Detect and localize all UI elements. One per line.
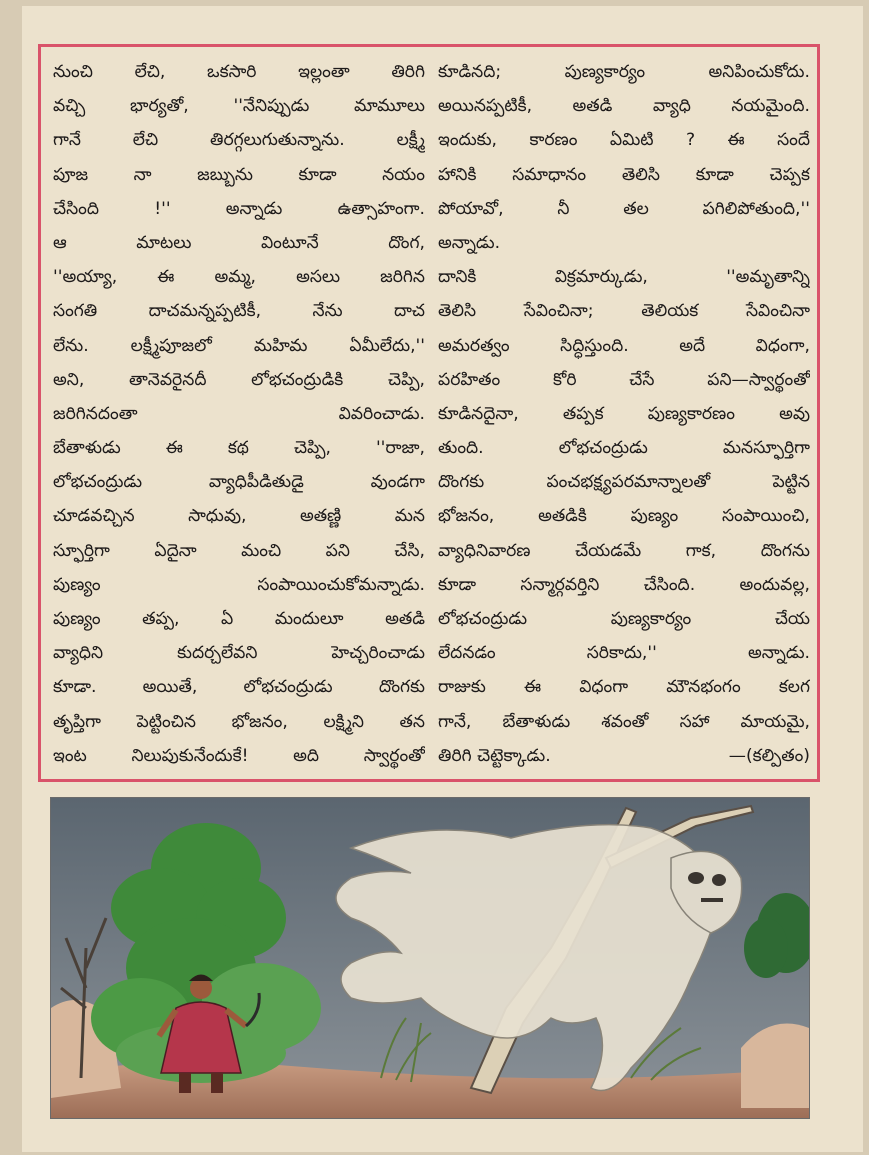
text-line xyxy=(438,363,810,397)
word: తప్పక xyxy=(562,403,604,424)
word: మామూలు xyxy=(354,96,425,117)
word: పుణ్యకార్యం xyxy=(564,62,646,82)
word: తెలిసి xyxy=(621,164,660,185)
word: చూడవచ్చిన xyxy=(53,506,135,527)
word: విక్రమార్కుడు, xyxy=(554,267,648,288)
word: లక్ష్మీ xyxy=(396,130,425,151)
text-line xyxy=(438,192,810,226)
word: తానెవరైనదీ xyxy=(128,369,207,390)
word: వ్యాధినివారణ xyxy=(438,540,531,561)
word: ఈ xyxy=(157,267,175,288)
word: !'' xyxy=(154,198,171,219)
word: బేతాళుడు xyxy=(53,438,121,459)
word: దొంగకు xyxy=(438,472,485,493)
word: వచ్చి xyxy=(53,96,86,117)
word: జరిగిన xyxy=(380,267,425,288)
word: అసలు xyxy=(296,267,341,288)
text-line xyxy=(438,226,810,260)
word: చెప్పి, xyxy=(388,369,425,390)
word: పెట్టిన xyxy=(772,472,810,493)
text-line xyxy=(53,294,425,328)
word: సంగతి xyxy=(53,301,98,322)
word: అందువల్ల, xyxy=(739,574,810,595)
word: నుంచి xyxy=(53,62,93,82)
word: భోజనం, xyxy=(438,506,495,527)
text-line xyxy=(53,705,425,739)
word: నిలుపుకునేందుకే! xyxy=(131,745,249,766)
word: అనిపించుకోదు. xyxy=(708,62,810,82)
word: రాజుకు xyxy=(438,677,486,698)
word: గాక, xyxy=(685,540,717,561)
word: గానే, xyxy=(438,711,472,732)
text-line xyxy=(438,739,810,773)
word: తృప్తిగా xyxy=(53,711,101,732)
word: లక్ష్మిని xyxy=(323,711,364,732)
text-line xyxy=(438,636,810,670)
word: మాయమై, xyxy=(740,711,810,732)
word: విధంగా xyxy=(579,677,629,698)
word: అది xyxy=(293,745,320,766)
word: అతడికి xyxy=(538,506,587,527)
word: పుణ్యం xyxy=(630,506,679,527)
word: స్ఫూర్తిగా xyxy=(53,540,110,561)
text-line xyxy=(53,158,425,192)
word: దాచ xyxy=(394,301,425,322)
word: తుంది. xyxy=(438,438,484,459)
word: ఒకసారి xyxy=(207,62,257,82)
word: లేచి, xyxy=(134,62,166,82)
text-line xyxy=(53,636,425,670)
word: అదే xyxy=(679,335,706,356)
word: వింటూనే xyxy=(260,232,319,253)
text-line xyxy=(438,431,810,465)
story-text-box xyxy=(38,44,820,782)
word: అన్నాడు. xyxy=(438,232,501,253)
word: కూడా xyxy=(298,164,337,185)
word: తెలియక xyxy=(641,301,699,322)
word: సందే xyxy=(777,130,810,151)
text-line xyxy=(438,294,810,328)
word: మాటలు xyxy=(136,232,192,253)
text-line xyxy=(438,705,810,739)
word: కూడా xyxy=(695,164,734,185)
text-line xyxy=(438,260,810,294)
word: చేసి, xyxy=(394,540,425,561)
word: అన్నాడు xyxy=(225,198,283,219)
word: తెలిసి xyxy=(438,301,477,322)
word: పరహితం xyxy=(438,369,501,390)
word: పోయావో, xyxy=(438,198,504,219)
word: దాచమన్నప్పటికీ, xyxy=(148,301,262,322)
word: కథ xyxy=(227,438,249,459)
word: కుదర్చలేవని xyxy=(177,643,258,664)
word: కోరి xyxy=(553,369,577,390)
word: ''అయ్యా, xyxy=(53,267,118,288)
word: తిరిగి xyxy=(391,62,425,82)
word: ఏ xyxy=(221,609,234,629)
text-line xyxy=(53,192,425,226)
word: శవంతో xyxy=(601,711,649,732)
word: దొంగకు xyxy=(378,677,425,698)
word: చెప్పి, xyxy=(293,438,331,459)
word: వుండగా xyxy=(370,472,425,493)
word: ఈ xyxy=(165,438,183,459)
text-line xyxy=(53,123,425,157)
word: ఏమీలేదు,'' xyxy=(349,335,425,356)
word: ఆ xyxy=(53,232,67,253)
word: నా xyxy=(133,164,152,185)
word: భోజనం, xyxy=(231,711,288,732)
word: ఇంట xyxy=(53,745,87,766)
word: మంచి xyxy=(241,540,282,561)
text-line xyxy=(53,260,425,294)
word: అతడి xyxy=(572,96,613,117)
text-line xyxy=(438,123,810,157)
word: ఉత్సాహంగా. xyxy=(337,198,425,219)
word: లేను. xyxy=(53,335,89,356)
word: కూడినదైనా, xyxy=(438,403,519,424)
word: సేవించినా; xyxy=(523,301,594,322)
word: అమ్మ, xyxy=(214,267,256,288)
text-line xyxy=(438,329,810,363)
word: అని, xyxy=(53,369,85,390)
text-line xyxy=(53,534,425,568)
word: లోభచంద్రుడు xyxy=(438,609,528,629)
story-source-label: —(కల్పితం) xyxy=(728,745,810,766)
word: సన్మార్గవర్తిని xyxy=(520,574,600,595)
word: వ్యాధిపీడితుడై xyxy=(208,472,304,493)
word: భార్యతో, xyxy=(130,96,189,117)
word: పని—స్వార్థంతో xyxy=(707,369,810,390)
word: దానికి xyxy=(438,267,477,288)
word: ఈ xyxy=(523,677,542,698)
word: సంపాయించుకోమన్నాడు. xyxy=(257,574,425,595)
text-line xyxy=(438,602,810,636)
text-line xyxy=(438,499,810,533)
word: కూడా xyxy=(438,574,476,595)
text-line xyxy=(53,499,425,533)
word: కూడా. xyxy=(53,677,97,698)
text-line xyxy=(53,55,425,89)
text-line xyxy=(438,158,810,192)
word: మౌనభంగం xyxy=(666,677,741,698)
word: పెట్టించిన xyxy=(136,711,196,732)
word: ఇందుకు, xyxy=(438,130,498,151)
text-line xyxy=(53,739,425,773)
word: తల xyxy=(623,198,649,219)
word: చేసింది xyxy=(53,198,99,219)
word: లేచి xyxy=(132,130,159,151)
word: మహిమ xyxy=(253,335,308,356)
word: అతడి xyxy=(385,609,425,629)
word: కూడినది; xyxy=(438,62,502,82)
word: లోభచంద్రుడు xyxy=(53,472,143,493)
word: అమరత్వం xyxy=(438,335,510,356)
word: సంపాయించి, xyxy=(722,506,810,527)
word: చెప్పక xyxy=(769,164,810,185)
text-line xyxy=(438,568,810,602)
word: ఏదైనా xyxy=(154,540,197,561)
word: స్వార్థంతో xyxy=(363,745,425,766)
word: విధంగా, xyxy=(755,335,810,356)
word: సేవించినా xyxy=(745,301,810,322)
text-line xyxy=(53,602,425,636)
word: సమాధానం xyxy=(512,164,587,185)
word: ఏమిటి xyxy=(609,130,654,151)
word: పుణ్యం xyxy=(53,574,101,595)
word: బేతాళుడు xyxy=(502,711,571,732)
closing-text: తిరిగి చెట్టెక్కాడు. xyxy=(438,745,551,766)
word: చేయడమే xyxy=(575,540,642,561)
text-line xyxy=(438,534,810,568)
word: అన్నాడు. xyxy=(747,643,810,664)
word: కారణం xyxy=(529,130,578,151)
text-line xyxy=(438,465,810,499)
word: మనస్ఫూర్తిగా xyxy=(722,438,810,459)
word: నేను xyxy=(312,301,343,322)
text-line xyxy=(438,670,810,704)
text-line xyxy=(53,89,425,123)
word: తన xyxy=(399,711,425,732)
word: ఈ xyxy=(727,130,745,151)
word: సిద్ధిస్తుంది. xyxy=(560,335,629,356)
word: హెచ్చరించాడు xyxy=(331,643,425,664)
word: ''రాజా, xyxy=(375,438,425,459)
word: నయం xyxy=(382,164,425,185)
text-line xyxy=(53,397,425,431)
word: తిరగ్గలుగుతున్నాను. xyxy=(210,130,345,151)
word: పూజ xyxy=(53,164,89,185)
word: మందులూ xyxy=(274,609,344,629)
text-line xyxy=(438,89,810,123)
word: కలగ xyxy=(778,677,810,698)
word: పని xyxy=(325,540,350,561)
word: లోభచంద్రుడు xyxy=(558,438,648,459)
word: లోభచంద్రుడికి xyxy=(251,369,344,390)
text-line xyxy=(53,568,425,602)
word: సహా xyxy=(679,711,710,732)
word: నీ xyxy=(557,198,570,219)
word: పుణ్యం xyxy=(53,609,101,629)
word: ఇల్లంతా xyxy=(298,62,350,82)
text-line xyxy=(53,431,425,465)
word: గానే xyxy=(53,130,81,151)
word: పుణ్యకారణం xyxy=(647,403,735,424)
word: వివరించాడు. xyxy=(338,403,425,424)
word: అవు xyxy=(779,403,810,424)
word: జరిగినదంతా xyxy=(53,403,138,424)
word: వ్యాధిని xyxy=(53,643,104,664)
word: మన xyxy=(394,506,425,527)
word: నయమైంది. xyxy=(731,96,810,117)
story-illustration xyxy=(50,797,810,1119)
word: జబ్బును xyxy=(197,164,253,185)
word: లేదనడం xyxy=(438,643,496,664)
left-column xyxy=(53,55,425,773)
word: సరికాదు,'' xyxy=(586,643,657,664)
word: ''నేనిప్పుడు xyxy=(233,96,310,117)
word: సాధువు, xyxy=(188,506,247,527)
word: లక్ష్మీపూజలో xyxy=(130,335,212,356)
word: దొంగను xyxy=(760,540,810,561)
word: పుణ్యకార్యం xyxy=(610,609,692,629)
text-line xyxy=(53,363,425,397)
text-line xyxy=(53,226,425,260)
word: అయినప్పటికీ, xyxy=(438,96,533,117)
word: లోభచంద్రుడు xyxy=(243,677,333,698)
right-column xyxy=(438,55,810,773)
text-line xyxy=(438,55,810,89)
word: చేయ xyxy=(774,609,810,629)
text-line xyxy=(438,397,810,431)
word: చేసింది. xyxy=(643,574,696,595)
word: దొంగ, xyxy=(388,232,425,253)
text-line xyxy=(53,465,425,499)
word: చేసే xyxy=(629,369,655,390)
word: తప్ప, xyxy=(142,609,180,629)
word: పంచభక్ష్యపరమాన్నాలతో xyxy=(546,472,711,493)
word: అతణ్ణి xyxy=(299,506,342,527)
word: ''అమృతాన్ని xyxy=(726,267,810,288)
word: అయితే, xyxy=(142,677,198,698)
word: హానికి xyxy=(438,164,477,185)
word: వ్యాధి xyxy=(652,96,691,117)
text-line xyxy=(53,329,425,363)
word: ? xyxy=(686,130,696,151)
text-line xyxy=(53,670,425,704)
word: పగిలిపోతుంది,'' xyxy=(702,198,810,219)
